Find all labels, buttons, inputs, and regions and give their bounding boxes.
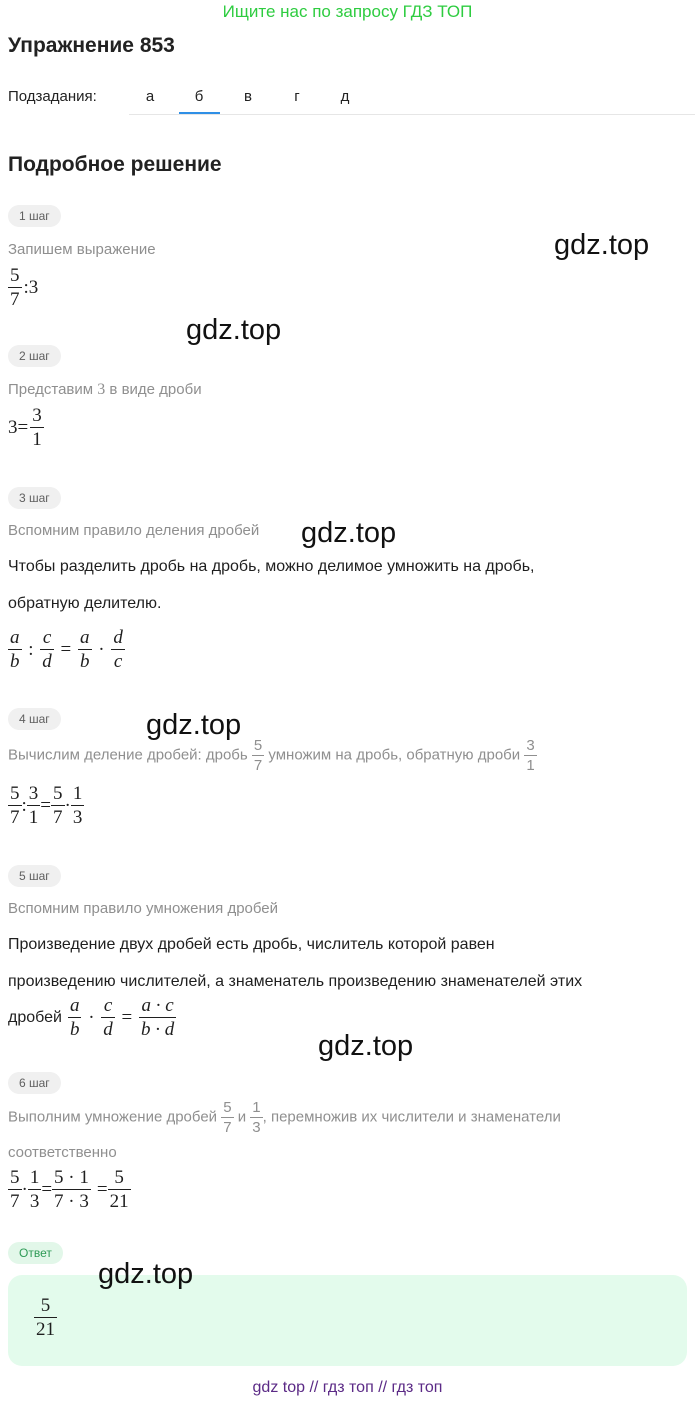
tab-subtask-v[interactable]: в — [244, 88, 252, 105]
step-badge: 2 шаг — [8, 345, 61, 367]
active-tab-indicator — [179, 112, 220, 114]
page-title: Упражнение 853 — [8, 34, 175, 57]
step-formula: $\frac{5}{7}$ :3 — [10, 265, 39, 310]
tabs-divider — [129, 114, 695, 115]
rule-text-line: Чтобы разделить дробь на дробь, можно делимое умножить на дробь, — [8, 558, 535, 575]
step-badge: 3 шаг — [8, 487, 61, 509]
answer-value: $\frac{5}{21}$ — [36, 1295, 55, 1340]
tab-subtask-a[interactable]: а — [145, 88, 155, 105]
watermark: gdz.top — [318, 1030, 414, 1062]
step-formula: $\frac{5}{7}$ : $\frac{3}{1}$ = $\frac{5}{7}$ · $\frac{1}{3}$ — [10, 783, 83, 828]
answer-badge: Ответ — [8, 1242, 63, 1264]
search-banner: Ищите нас по запросу ГДЗ ТОП — [222, 2, 473, 21]
solution-heading: Подробное решение — [8, 153, 222, 176]
rule-text-line: Произведение двух дробей есть дробь, числитель которой равен — [8, 936, 495, 953]
watermark: gdz.top — [554, 229, 650, 261]
step-badge: 5 шаг — [8, 865, 61, 887]
step-caption: соответственно — [8, 1144, 117, 1161]
division-rule-formula: $\frac{a}{b}$ : $\frac{c}{d}$ = $\frac{a}{b}$ · $\frac{d}{c}$ — [10, 627, 123, 672]
tab-subtask-b[interactable]: б — [194, 88, 204, 105]
rule-text-line: дробей $\frac{a}{b}$ · $\frac{c}{d}$ = $\frac{a \cdot c}{b \cdot d}$ — [8, 995, 175, 1040]
multiplication-rule-formula: $\frac{a}{b}$ · $\frac{c}{d}$ = $\frac{a \cdot c}{b \cdot d}$ — [69, 995, 175, 1040]
step-caption: Вспомним правило умножения дробей — [8, 900, 279, 917]
step-badge: 4 шаг — [8, 708, 61, 730]
watermark: gdz.top — [98, 1258, 194, 1290]
tab-subtask-d[interactable]: д — [340, 88, 350, 105]
step-badge: 6 шаг — [8, 1072, 61, 1094]
rule-text-line: произведению числителей, а знаменатель произведению знаменателей этих — [8, 973, 583, 990]
watermark: gdz.top — [146, 709, 242, 741]
watermark: gdz.top — [186, 314, 282, 346]
step-caption: Выполним умножение дробей $\frac{5}{7}$ и $\frac{1}{3}$ , перемножив их числители и знаменатели — [8, 1099, 561, 1136]
tab-subtask-g[interactable]: г — [294, 88, 300, 105]
rule-text-line: обратную делителю. — [8, 595, 162, 612]
step-formula: $\frac{5}{7}$ · $\frac{1}{3}$ = $\frac{5 \cdot 1}{7 \cdot 3}$ = $\frac{5}{21}$ — [10, 1167, 129, 1212]
step-caption: Вспомним правило деления дробей — [8, 522, 260, 539]
step-badge: 1 шаг — [8, 205, 61, 227]
footer-links[interactable]: gdz top // гдз топ // гдз топ — [252, 1379, 443, 1396]
step-caption: Вычислим деление дробей: дробь $\frac{5}{7}$ умножим на дробь, обратную дроби $\frac{3}{1}$ — [8, 737, 535, 774]
subtasks-label: Подзадания: — [8, 88, 97, 105]
step-caption: Представим 3 в виде дроби — [8, 381, 202, 398]
watermark: gdz.top — [301, 517, 397, 549]
step-caption: Запишем выражение — [8, 241, 156, 258]
step-formula: 3= $\frac{3}{1}$ — [8, 405, 42, 450]
